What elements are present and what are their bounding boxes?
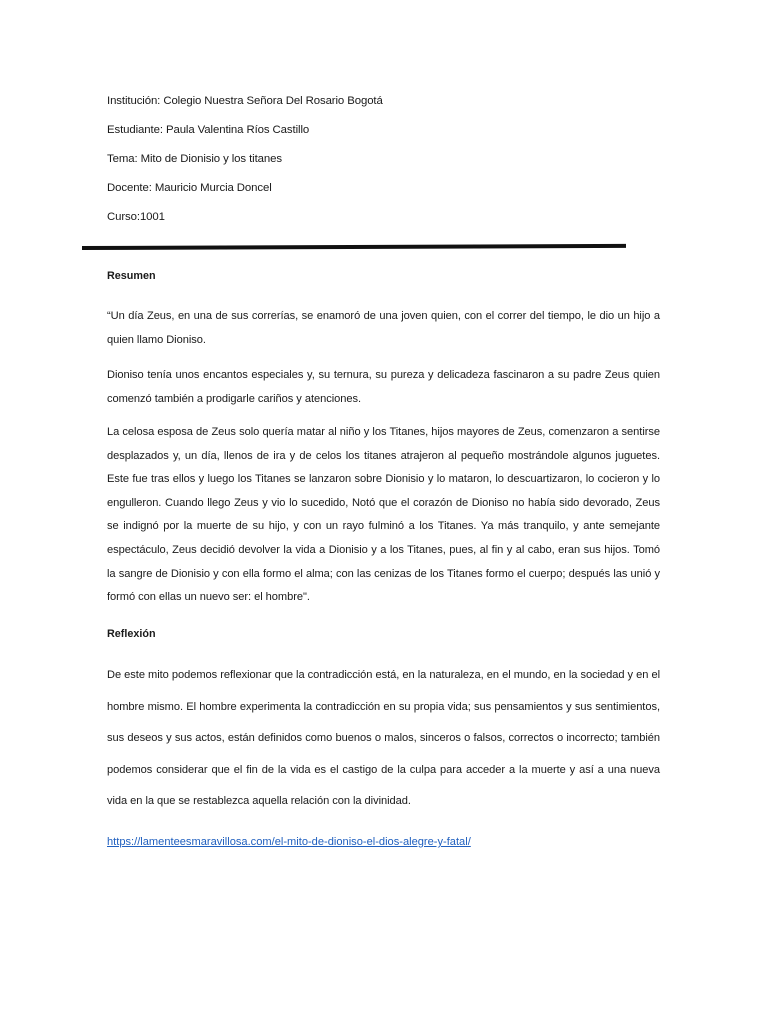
course-line: Curso:1001 xyxy=(107,211,165,223)
summary-paragraph-2: Dioniso tenía unos encantos especiales y, su ternura, su pureza y delicadeza fascinaron a su padre Zeus quien comenzó también a prodigarle cariños y atenciones. xyxy=(107,369,660,405)
topic-line: Tema: Mito de Dionisio y los titanes xyxy=(107,153,282,165)
student-line: Estudiante: Paula Valentina Ríos Castillo xyxy=(107,124,310,136)
summary-paragraph-1: “Un día Zeus, en una de sus correrías, se enamoró de una joven quien, con el correr del tiempo, le dio un hijo a quien llamo Dioniso. xyxy=(107,310,660,346)
horizontal-divider xyxy=(82,244,626,250)
reflection-paragraph: De este mito podemos reflexionar que la contradicción está, en la naturaleza, en el mundo, en la sociedad y en el hombre mismo. El hombre experimenta la contradicción en su propia vida; sus pensamientos y sus sentimientos, sus deseos y sus actos, están definidos como buenos o malos, sinceros o falsos, correctos o incorrecto; también podemos considerar que el fin de la vida es el castigo de la culpa para acceder a la muerte y así a una nueva vida en la que se restablezca aquella relación con la divinidad. xyxy=(107,669,660,807)
teacher-line: Docente: Mauricio Murcia Doncel xyxy=(107,182,272,194)
institution-line: Institución: Colegio Nuestra Señora Del Rosario Bogotá xyxy=(107,95,383,107)
summary-heading: Resumen xyxy=(107,270,156,282)
reflection-heading: Reflexión xyxy=(107,628,156,640)
source-link[interactable]: https://lamenteesmaravillosa.com/el-mito-de-dioniso-el-dios-alegre-y-fatal/ xyxy=(107,836,471,848)
summary-paragraph-3: La celosa esposa de Zeus solo quería matar al niño y los Titanes, hijos mayores de Zeus, comenzaron a sentirse desplazados y, un día, llenos de ira y de celos los titanes atrajeron al pequeño mostrándole algunos juguetes. Este fue tras ellos y luego los Titanes se lanzaron sobre Dionisio y lo mataron, lo descuartizaron, lo cocieron y lo engulleron. Cuando llego Zeus y vio lo sucedido, Notó que el corazón de Dioniso no había sido devorado, Zeus se indignó por la muerte de su hijo, y con un rayo fulminó a los Titanes. Ya más tranquilo, y ante semejante espectáculo, Zeus decidió devolver la vida a Dionisio y a los Titanes, pues, al fin y al cabo, eran sus hijos. Tomó la sangre de Dionisio y con ella formo el alma; con las cenizas de los Titanes formo el cuerpo; después las unió y formó con ellas un nuevo ser: el hombre". xyxy=(107,426,660,604)
